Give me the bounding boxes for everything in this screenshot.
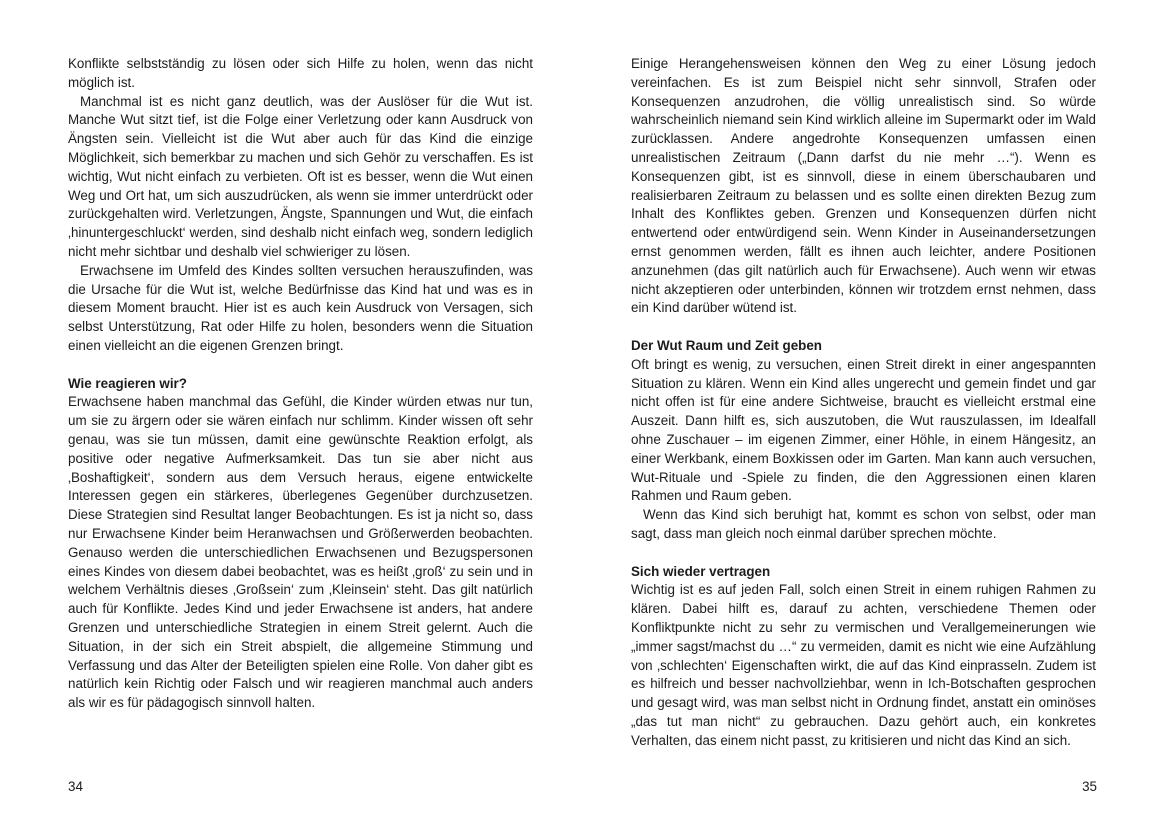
right-page — [631, 55, 1096, 750]
section-heading-raum-und-zeit: Der Wut Raum und Zeit geben — [631, 337, 822, 353]
left-paragraph-1: Konflikte selbstständig zu lösen oder sich Hilfe zu holen, wenn das nicht möglich ist. — [68, 56, 533, 90]
left-page — [68, 55, 533, 713]
right-section1-paragraph-1: Oft bringt es wenig, zu versuchen, einen Streit direkt in einer angespannten Situation zu klären. Wenn ein Kind alles ungerecht und gemein findet und gar nicht offen ist für eine andere Sichtweise, braucht es vielleicht erstmal eine Auszeit. Dann hilft es, sich auszutoben, die Wut rauszulassen, im Idealfall ohne Zuschauer – im eigenen Zimmer, einer Höhle, in einem Hängesitz, an einer Werkbank, einem Boxkissen oder im Garten. Man kann auch versuchen, Wut-Rituale und -Spiele zu finden, die den Aggressionen einen klaren Rahmen und Raum geben. — [631, 356, 1096, 504]
section-heading-wie-reagieren: Wie reagieren wir? — [68, 375, 187, 391]
left-paragraph-3: Erwachsene im Umfeld des Kindes sollten versuchen herauszufinden, was die Ursache für die Wut ist, welche Bedürfnisse das Kind hat und was es in diesem Moment braucht. Hier ist es auch kein Ausdruck von Versagen, sich selbst Unterstützung, Rat oder Hilfe zu holen, besonders wenn die Situation einen vielleicht an die eigenen Grenzen bringt. — [68, 262, 533, 353]
right-section2-paragraph: Wichtig ist es auf jeden Fall, solch einen Streit in einem ruhigen Rahmen zu klären. Dabei hilft es, darauf zu achten, verschiedene Themen oder Konfliktpunkte nicht zu sehr zu vermischen und Verallgemeinerungen wie „immer sagst/machst du …“ zu vermeiden, damit es nicht wie eine Aufzählung von ‚schlechten‘ Eigenschaften wirkt, die auf das Kind einprasseln. Zudem ist es hilfreich und besser nachvollziehbar, wenn in Ich-Botschaften gesprochen und gesagt wird, was man selbst nicht in Ordnung findet, anstatt ein ominöses „das tut man nicht“ zu gebrauchen. Dazu gehört auch, ein konkretes Verhalten, das einem nicht passt, zu kritisieren und nicht das Kind an sich. — [631, 582, 1096, 748]
left-section-paragraph: Erwachsene haben manchmal das Gefühl, die Kinder würden etwas nur tun, um sie zu ärgern oder sie wären einfach nur schlimm. Kinder wissen oft sehr genau, was sie tun müssen, damit eine gewünschte Reaktion erfolgt, als positive oder negative Aufmerksamkeit. Das tun sie aber nicht aus ‚Boshaftigkeit‘, sondern aus dem Versuch heraus, eigene entwickelte Interessen gegen ein stärkeres, überlegenes Gegenüber durchzusetzen. Diese Strategien sind Resultat langer Beobachtungen. Es ist ja nicht so, dass nur Erwachsene Kinder beim Heranwachsen und Größerwerden beobachten. Genauso werden die unterschiedlichen Erwachsenen und Bezugspersonen eines Kindes von diesem dabei beobachtet, was es heißt ‚groß‘ zu sein und in welchem Verhältnis dieses ‚Großsein‘ zum ‚Kleinsein‘ steht. Das gilt natürlich auch für Konflikte. Jedes Kind und jeder Erwachsene ist anders, hat andere Grenzen und unterschiedliche Strategien in einem Streit gelernt. Auch die Situation, in der sich ein Streit abspielt, die allgemeine Stimmung und Verfassung und das Alter der Beteiligten spielen eine Rolle. Von daher gibt es natürlich kein Richtig oder Falsch und wir reagieren manchmal auch anders als wir es für pädagogisch sinnvoll halten. — [68, 394, 533, 711]
page-number-right: 35 — [1082, 779, 1097, 794]
section-heading-vertragen: Sich wieder vertragen — [631, 563, 771, 579]
left-paragraph-2: Manchmal ist es nicht ganz deutlich, was der Auslöser für die Wut ist. Manche Wut sitzt tief, ist die Folge einer Verletzung oder kann Ausdruck von Ängsten sein. Vielleicht ist die Wut aber auch für das Kind die einzige Möglichkeit, sich bemerkbar zu machen und sich Gehör zu verschaffen. Es ist wichtig, Wut nicht einfach zu verbieten. Oft ist es besser, wenn die Wut einen Weg und Ort hat, um sich auszudrücken, als wenn sie immer unterdrückt oder zurückgehalten wird. Verletzungen, Ängste, Spannungen und Wut, die einfach ‚hinuntergeschluckt‘ werden, sind deshalb nicht einfach weg, sondern lediglich nicht mehr sichtbar und deshalb viel schwieriger zu lösen. — [68, 93, 533, 259]
page-number-left: 34 — [68, 779, 83, 794]
right-intro-paragraph: Einige Herangehensweisen können den Weg zu einer Lösung jedoch vereinfachen. Es ist zum Beispiel nicht sehr sinnvoll, Strafen oder Konsequenzen anzudrohen, die völlig unrealistisch sind. So würde wahrscheinlich niemand sein Kind wirklich alleine im Supermarkt oder im Wald zurücklassen. Andere angedrohte Konsequenzen umfassen einen unrealistischen Zeitraum („Dann darfst du nie mehr …“). Wenn es Konsequenzen gibt, ist es sinnvoll, diese in einem überschaubaren und realisierbaren Zeitraum zu belassen und es sollte einen direkten Bezug zum Inhalt des Konfliktes geben. Grenzen und Konsequenzen dürfen nicht entwertend oder entwürdigend sein. Wenn Kinder in Auseinandersetzungen ernst genommen werden, fällt es ihnen auch leichter, andere Positionen anzunehmen (das gilt natürlich auch für Erwachsene). Auch wenn wir etwas nicht akzeptieren oder unterbinden, können wir trotzdem ernst nehmen, dass ein Kind darüber wütend ist. — [631, 56, 1096, 316]
right-section1-paragraph-2: Wenn das Kind sich beruhigt hat, kommt es schon von selbst, oder man sagt, dass man gleich noch einmal darüber sprechen möchte. — [631, 507, 1096, 541]
